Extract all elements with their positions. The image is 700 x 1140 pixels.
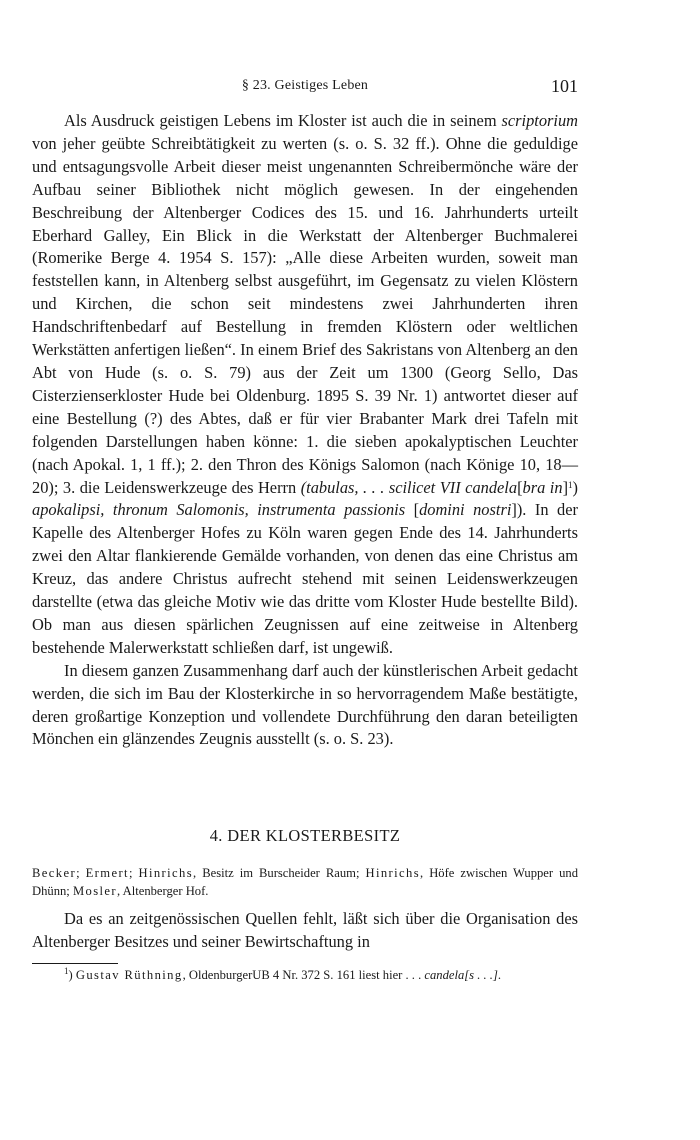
text-run: ] [562, 477, 569, 497]
running-head: § 23. Geistiges Leben [241, 78, 369, 93]
italic-run: domini nostri [419, 500, 512, 520]
author-name: Gustav Rüthning [75, 968, 183, 982]
text-run: ) [572, 477, 578, 497]
paragraph-klosterbesitz: Da es an zeitgenössischen Quellen fehlt, läßt sich über die Organisation des Altenberger Besitzes und seiner Bewirtschaftung in [32, 909, 578, 951]
page-header [32, 76, 578, 100]
text-run: ) [68, 968, 76, 982]
text-run: [ [405, 500, 420, 520]
literature-references [32, 864, 578, 900]
text-run: Als Ausdruck geistigen Lebens im Kloster ist auch die in seinem [64, 111, 502, 130]
paragraph-scriptorium [32, 110, 578, 660]
footnote-divider [32, 963, 118, 964]
text-run: [ [517, 477, 523, 497]
author-name: Hinrichs [365, 866, 421, 880]
author-name: Mosler [72, 884, 118, 898]
paragraph-art: In diesem ganzen Zusammenhang darf auch der künstlerischen Arbeit gedacht werden, die sich im Bau der Klosterkirche in so hervorragendem Maße bestätigte, deren großartige Konzeption und vollendete Durchführung den daran beteiligten Mönchen ein glänzendes Zeugnis ausstellt (s. o. S. 23). [32, 660, 578, 749]
text-run: , OldenburgerUB 4 Nr. 372 S. 161 liest hier . . . [182, 968, 425, 982]
text-run: ; [128, 866, 139, 880]
text-run: ]). In der Kapelle des Altenberger Hofes zu Köln waren gegen Ende des 14. Jahrhunderts zwei den Altar flankierende Gemälde vorhanden, von denen das eine Christus am Kreuz, das andere Christus aufrecht stehend mit seinen Leidenswerkzeugen darstellte (etwa das gleiche Motiv wie das dritte vom Kloster Hude bestellte Bild). Ob man aus diesen spärlichen Zeugnissen auf eine zeitweise in Altenberg bestehende Malerwerkstatt schließen darf, ist ungewiß. [32, 500, 578, 657]
text-run: von jeher geübte Schreibtätigkeit zu werten (s. o. S. 32 ff.). Ohne die geduldige und entsagungsvolle Arbeit dieser meist ungenannten Schreibermönche wäre der Aufbau seiner Bibliothek nicht möglich gewesen. In der eingehenden Beschreibung der Altenberger Codices des 15. und 16. Jahrhunderts urteilt Eberhard Galley, Ein Blick in die Werkstatt der Altenberger Buchmalerei (Romerike Berge 4. 1954 S. 157): „Alle diese Arbeiten wurden, soweit man feststellen kann, in Altenberg selbst ausgeführt, im Gegensatz zu vielen Klöstern und Kirchen, die schon seit mindestens zwei Jahrhunderten ihren Handschriftenbedarf auf Bestellung in fremden Klöstern oder weltlichen Werkstätten anfertigen ließen“. In einem Brief des Sakristans von Altenberg an den Abt von Hude (s. o. S. 79) aus der Zeit um 1300 (Georg Sello, Das Cisterzienserkloster Hude bei Oldenburg. 1895 S. 39 Nr. 1) antwortet dieser auf eine Bestellung (?) des Abtes, daß er für vier Brabanter Mark drei Tafeln mit folgenden Darstellungen haben könne: 1. die sieben apokalyptischen Leuchter (nach Apokal. 1, 1 ff.); 2. den Thron des Königs Salomon (nach Könige 10, 18—20); 3. die Leidenswerkzeuge des Herrn [32, 133, 578, 497]
section-heading: 4. DER KLOSTERBESITZ [209, 826, 401, 845]
italic-run: candela[s . . .] [424, 968, 498, 982]
footnote-reference: 1 [568, 479, 573, 490]
italic-run: (tabulas, . . . scilicet VII candela [300, 477, 518, 497]
text-run: ; [76, 866, 86, 880]
page-number: 101 [551, 76, 578, 96]
author-name: Ermert [85, 866, 129, 880]
italic-run: scriptorium [501, 111, 578, 130]
main-text-continued [32, 907, 578, 953]
footnote-marker: 1 [64, 966, 69, 976]
text-run: . [497, 968, 502, 982]
author-name: Becker [32, 866, 77, 880]
text-run: , Altenberger Hof. [117, 884, 209, 898]
text-run: , Besitz im Burscheider Raum; [193, 866, 366, 880]
footnote [32, 966, 578, 985]
italic-run: apokalipsi, thronum Salomonis, instrumenta passionis [32, 500, 406, 520]
text-run: , Höfe zwischen Wupper und Dhünn; [32, 866, 578, 898]
author-name: Hinrichs [138, 866, 194, 880]
main-text [32, 110, 578, 751]
italic-run: bra in [522, 477, 563, 497]
